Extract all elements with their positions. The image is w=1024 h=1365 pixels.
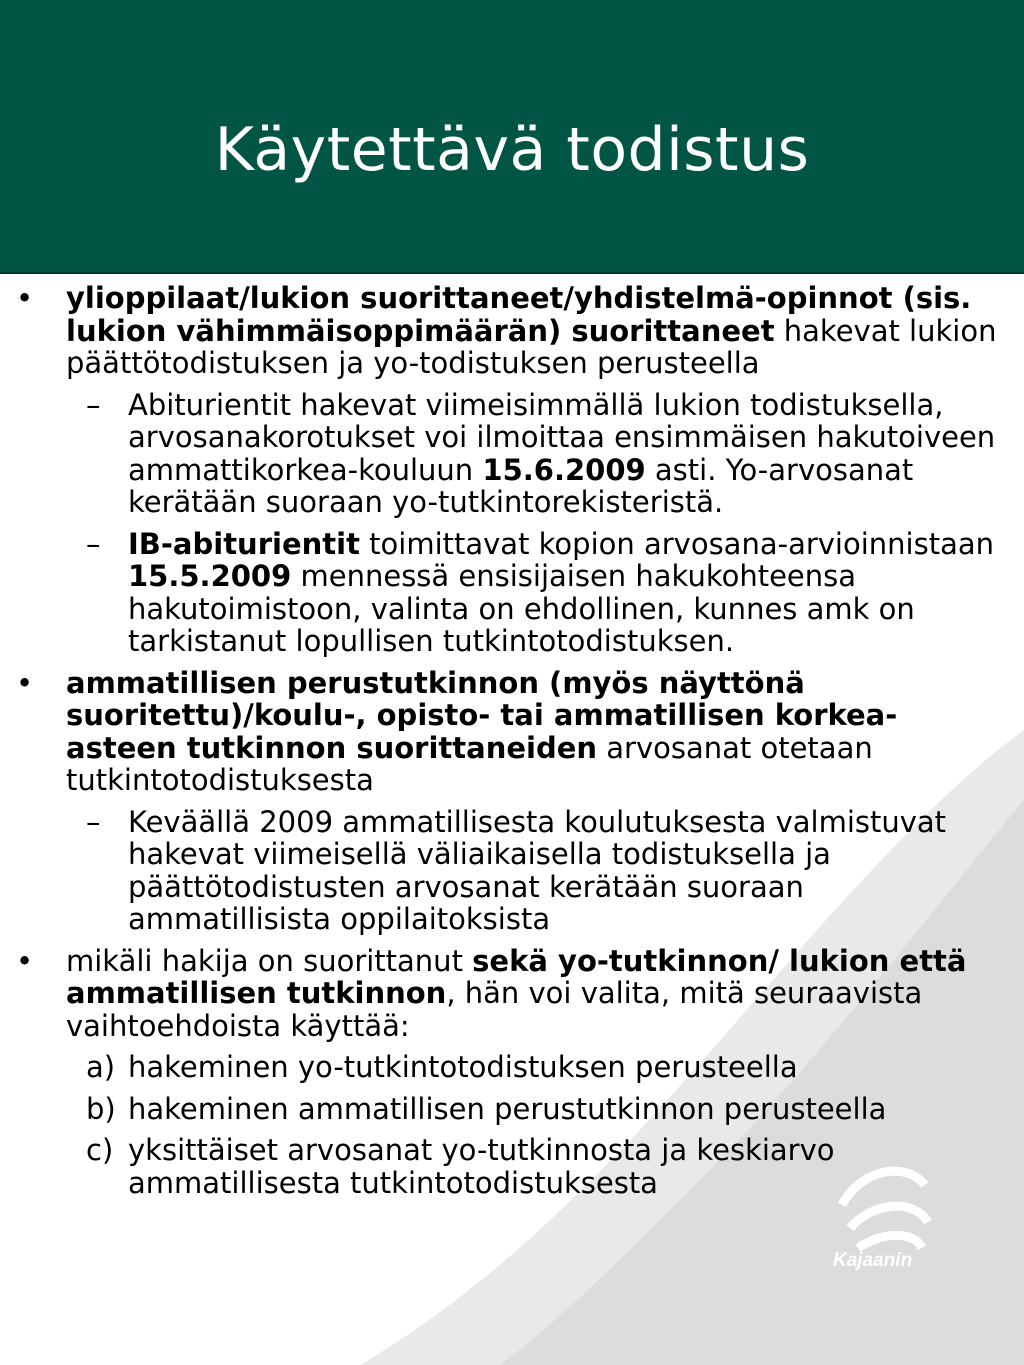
dash-marker: –	[86, 387, 101, 422]
bullet-3	[0, 945, 1024, 1043]
bullet-1-sub-1-text: Abiturientit hakevat viimeisimmällä lukion todistuksella, arvosanakorotukset voi ilmoittaa ensimmäisen hakutoiveen ammattikorkea-kouluun 15.6.2009 asti. Yo-arvosanat kerätään suoraan yo-tutkintorekisteristä.	[128, 387, 996, 519]
dash-marker: –	[86, 804, 101, 839]
bullet-1	[0, 282, 1024, 380]
option-b-text: hakeminen ammatillisen perustutkinnon perusteella	[128, 1091, 887, 1126]
slide-content	[0, 282, 1024, 1199]
bullet-2-sub-1	[0, 806, 1024, 936]
option-a-text: hakeminen yo-tutkintotodistuksen perusteella	[128, 1050, 798, 1084]
bullet-1-text: ylioppilaat/lukion suorittaneet/yhdistelmä-opinnot (sis. lukion vähimmäisoppimäärän) suorittaneet hakevat lukion päättötodistuksen ja yo-todistuksen perusteella	[66, 281, 997, 380]
option-a	[0, 1051, 1024, 1084]
bullet-2	[0, 667, 1024, 797]
option-c	[0, 1134, 1024, 1199]
bullet-1-sub-1	[0, 389, 1024, 519]
option-marker: a)	[86, 1050, 116, 1084]
bullet-2-text: ammatillisen perustutkinnon (myös näyttönä suoritettu)/koulu-, opisto- tai ammatillisen korkea-asteen tutkinnon suorittaneiden arvosanat otetaan tutkintotodistuksesta	[66, 665, 898, 797]
bullet-2-sub-1-text: Keväällä 2009 ammatillisesta koulutuksesta valmistuvat hakevat viimeisellä väliaikaisella todistuksella ja päättötodistusten arvosanat kerätään suoraan ammatillisista oppilaitoksista	[128, 804, 947, 936]
option-marker: c)	[86, 1133, 114, 1167]
option-b	[0, 1093, 1024, 1126]
dash-marker: –	[86, 526, 101, 561]
slide-title: Käytettävä todistus	[214, 115, 810, 185]
bullet-1-sub-2-text: IB-abiturientit toimittavat kopion arvosana-arvioinnistaan 15.5.2009 mennessä ensisijaisen hakukohteensa hakutoimistoon, valinta on ehdollinen, kunnes amk on tarkistanut lopullisen tutkintotodistuksen.	[128, 526, 995, 658]
bullet-marker: •	[16, 943, 34, 978]
option-c-text: yksittäiset arvosanat yo-tutkinnosta ja keskiarvo ammatillisesta tutkintotodistuksesta	[128, 1133, 835, 1200]
bullet-1-sub-2	[0, 528, 1024, 658]
bullet-marker: •	[16, 665, 34, 700]
logo-name: Kajaanin	[833, 1250, 913, 1271]
bullet-marker: •	[16, 281, 34, 315]
option-marker: b)	[86, 1091, 116, 1126]
bullet-3-text: mikäli hakija on suorittanut sekä yo-tutkinnon/ lukion että ammatillisen tutkinnon, hän voi valita, mitä seuraavista vaihtoehdoista käyttää:	[66, 943, 967, 1043]
